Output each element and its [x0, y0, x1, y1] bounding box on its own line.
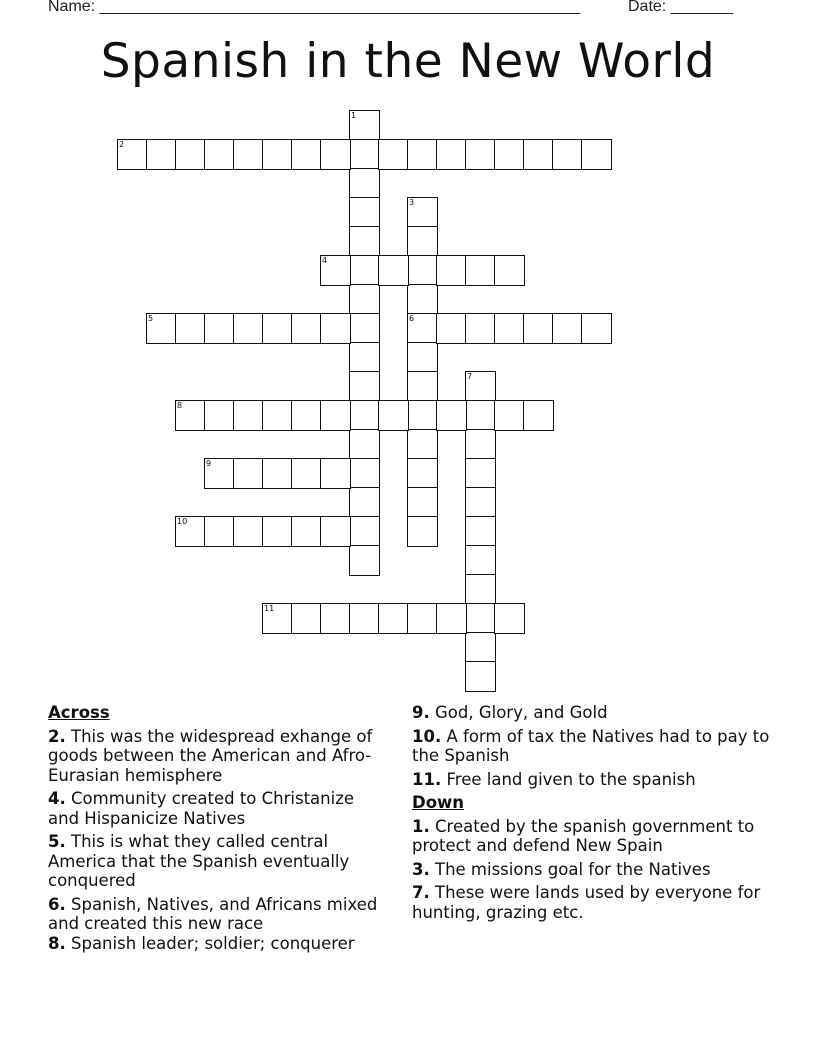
grid-cell[interactable] — [436, 603, 467, 634]
grid-cell[interactable] — [407, 313, 438, 344]
across-heading: Across — [48, 703, 110, 722]
grid-cell[interactable] — [175, 400, 206, 431]
grid-cell[interactable] — [320, 516, 351, 547]
clue-down-7: 7. These were lands used by everyone for hunting, grazing etc. — [412, 883, 761, 922]
grid-cell[interactable] — [436, 313, 467, 344]
grid-cell[interactable] — [349, 603, 380, 634]
grid-cell[interactable] — [349, 545, 380, 576]
grid-cell[interactable] — [146, 313, 177, 344]
grid-cell[interactable] — [378, 400, 409, 431]
grid-cell[interactable] — [378, 139, 409, 170]
clue-across-4: 4. Community created to Christanize and Hispanicize Natives — [48, 789, 355, 828]
grid-cell[interactable] — [204, 400, 235, 431]
grid-cell[interactable] — [407, 400, 438, 431]
grid-cell[interactable] — [349, 284, 380, 315]
grid-cell[interactable] — [523, 400, 554, 431]
clues-left-column — [48, 703, 388, 957]
grid-cell[interactable] — [291, 139, 322, 170]
grid-cell[interactable] — [552, 139, 583, 170]
grid-cell[interactable] — [465, 545, 496, 576]
grid-cell[interactable] — [465, 458, 496, 489]
grid-cell[interactable] — [465, 139, 496, 170]
grid-cell[interactable] — [349, 487, 380, 518]
grid-cell[interactable] — [320, 313, 351, 344]
grid-cell[interactable] — [465, 255, 496, 286]
grid-cell[interactable] — [349, 313, 380, 344]
grid-cell[interactable] — [146, 139, 177, 170]
clue-down-3: 3. The missions goal for the Natives — [412, 859, 711, 879]
clue-across-11: 11. Free land given to the spanish — [412, 769, 696, 789]
clue-across-9: 9. God, Glory, and Gold — [412, 703, 608, 722]
grid-cell[interactable] — [581, 313, 612, 344]
grid-cell[interactable] — [349, 458, 380, 489]
cell-number: 7 — [467, 372, 473, 381]
grid-cell[interactable] — [494, 139, 525, 170]
grid-cell[interactable] — [465, 603, 496, 634]
cell-number: 2 — [119, 140, 125, 149]
grid-cell[interactable] — [378, 255, 409, 286]
grid-cell[interactable] — [407, 516, 438, 547]
grid-cell[interactable] — [349, 400, 380, 431]
grid-cell[interactable] — [407, 139, 438, 170]
grid-cell[interactable] — [523, 139, 554, 170]
grid-cell[interactable] — [262, 458, 293, 489]
clue-down-1: 1. Created by the spanish government to protect and defend New Spain — [412, 816, 755, 855]
grid-cell[interactable] — [378, 603, 409, 634]
grid-cell[interactable] — [291, 603, 322, 634]
grid-cell[interactable] — [494, 313, 525, 344]
grid-cell[interactable] — [523, 313, 554, 344]
grid-cell[interactable] — [117, 139, 148, 170]
grid-cell[interactable] — [465, 313, 496, 344]
grid-cell[interactable] — [291, 458, 322, 489]
clue-across-2: 2. This was the widespread exhange of goods between the American and Afro-Eurasian hemisphere — [48, 726, 373, 785]
grid-cell[interactable] — [465, 429, 496, 460]
grid-cell[interactable] — [349, 168, 380, 199]
cell-number: 10 — [177, 517, 188, 526]
grid-cell[interactable] — [204, 458, 235, 489]
grid-cell[interactable] — [349, 516, 380, 547]
date-label: Date: _______ — [628, 0, 733, 15]
page-title: Spanish in the New World — [100, 34, 716, 89]
grid-cell[interactable] — [349, 139, 380, 170]
grid-cell[interactable] — [407, 226, 438, 257]
grid-cell[interactable] — [407, 429, 438, 460]
grid-cell[interactable] — [465, 574, 496, 605]
grid-cell[interactable] — [233, 139, 264, 170]
grid-cell[interactable] — [407, 284, 438, 315]
grid-cell[interactable] — [581, 139, 612, 170]
grid-cell[interactable] — [320, 139, 351, 170]
grid-cell[interactable] — [291, 313, 322, 344]
grid-cell[interactable] — [233, 313, 264, 344]
cell-number: 4 — [322, 256, 328, 265]
grid-cell[interactable] — [349, 197, 380, 228]
grid-cell[interactable] — [552, 313, 583, 344]
grid-cell[interactable] — [465, 661, 496, 692]
grid-cell[interactable] — [407, 342, 438, 373]
grid-cell[interactable] — [407, 603, 438, 634]
grid-cell[interactable] — [233, 400, 264, 431]
grid-cell[interactable] — [175, 139, 206, 170]
grid-cell[interactable] — [349, 226, 380, 257]
clues-right-column — [412, 703, 777, 926]
grid-cell[interactable] — [494, 603, 525, 634]
grid-cell[interactable] — [262, 400, 293, 431]
grid-cell[interactable] — [465, 487, 496, 518]
name-label: Name: ______________________________________________________ — [48, 0, 581, 15]
grid-cell[interactable] — [262, 313, 293, 344]
grid-cell[interactable] — [465, 632, 496, 663]
grid-cell[interactable] — [175, 516, 206, 547]
grid-cell[interactable] — [349, 110, 380, 141]
grid-cell[interactable] — [494, 255, 525, 286]
cell-number: 9 — [206, 459, 212, 468]
cell-number: 6 — [409, 314, 415, 323]
grid-cell[interactable] — [436, 255, 467, 286]
grid-cell[interactable] — [262, 139, 293, 170]
grid-cell[interactable] — [407, 371, 438, 402]
grid-cell[interactable] — [465, 516, 496, 547]
grid-cell[interactable] — [407, 197, 438, 228]
cell-number: 8 — [177, 401, 183, 410]
grid-cell[interactable] — [349, 255, 380, 286]
grid-cell[interactable] — [233, 458, 264, 489]
grid-cell[interactable] — [320, 458, 351, 489]
grid-cell[interactable] — [291, 516, 322, 547]
grid-cell[interactable] — [407, 255, 438, 286]
grid-cell[interactable] — [320, 400, 351, 431]
cell-number: 5 — [148, 314, 154, 323]
grid-cell[interactable] — [407, 458, 438, 489]
cell-number: 1 — [351, 111, 357, 120]
grid-cell[interactable] — [204, 516, 235, 547]
grid-cell[interactable] — [175, 313, 206, 344]
grid-cell[interactable] — [349, 429, 380, 460]
grid-cell[interactable] — [233, 516, 264, 547]
down-heading: Down — [412, 793, 465, 812]
cell-number: 3 — [409, 198, 415, 207]
grid-cell[interactable] — [204, 313, 235, 344]
grid-cell[interactable] — [494, 400, 525, 431]
grid-cell[interactable] — [407, 487, 438, 518]
grid-cell[interactable] — [262, 516, 293, 547]
cell-number: 11 — [264, 604, 275, 613]
clue-across-5: 5. This is what they called central America that the Spanish eventually conquered — [48, 832, 350, 890]
grid-cell[interactable] — [349, 342, 380, 373]
grid-cell[interactable] — [262, 603, 293, 634]
clue-across-6: 6. Spanish, Natives, and Africans mixed and created this new race — [48, 894, 378, 933]
grid-cell[interactable] — [349, 371, 380, 402]
clue-across-8: 8. Spanish leader; soldier; conquerer — [48, 933, 355, 953]
grid-cell[interactable] — [320, 603, 351, 634]
grid-cell[interactable] — [465, 400, 496, 431]
grid-cell[interactable] — [436, 400, 467, 431]
grid-cell[interactable] — [436, 139, 467, 170]
grid-cell[interactable] — [465, 371, 496, 402]
grid-cell[interactable] — [291, 400, 322, 431]
grid-cell[interactable] — [320, 255, 351, 286]
clue-across-10: 10. A form of tax the Natives had to pay to the Spanish — [412, 726, 770, 765]
grid-cell[interactable] — [204, 139, 235, 170]
